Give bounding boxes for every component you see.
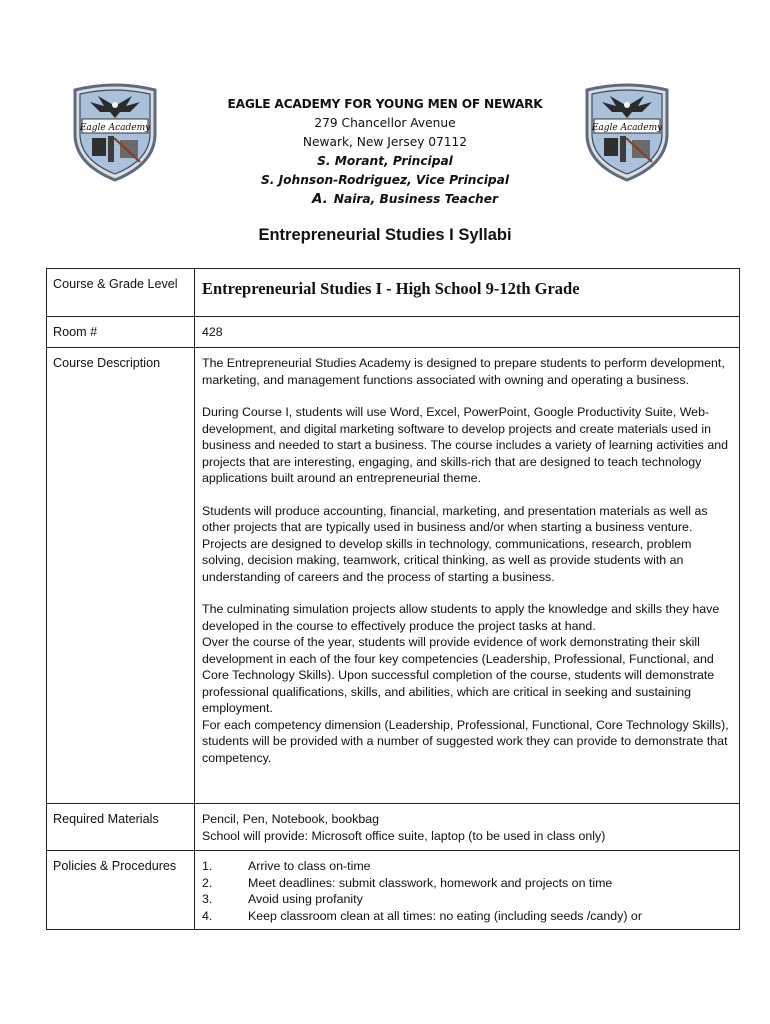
eagle-academy-logo-right: [582, 82, 672, 182]
description-line-4c: For each competency dimension (Leadership, Professional, Functional, Core Technology Skills), students will be provided with a number of suggested work they can provide to demonstrate that competency.: [202, 717, 729, 765]
description-label: Course Description: [47, 348, 195, 804]
description-line-4b: Over the course of the year, students will provide evidence of work demonstrating their skill development in each of the four key competencies (Leadership, Professional, Functional, and Core Technology Skills). Upon successful completion of the course, students will demonstrate professional qualifications, skills, and abilities, which are critical in seeking and sustaining employment.: [202, 635, 715, 715]
list-text: Arrive to class on-time: [248, 859, 371, 873]
table-row-description: [47, 348, 740, 804]
course-value: Entrepreneurial Studies I - High School 9-12th Grade: [202, 279, 580, 298]
syllabus-table: [46, 268, 740, 930]
list-item: [202, 891, 731, 908]
teacher-initial: A.: [311, 191, 328, 207]
table-row-room: [47, 317, 740, 348]
table-row-course: [47, 269, 740, 317]
school-name: EAGLE ACADEMY FOR YOUNG MEN OF NEWARK: [227, 97, 543, 111]
description-paragraph-1: The Entrepreneurial Studies Academy is designed to prepare students to perform development, marketing, and management functions associated with owning and operating a business.: [202, 356, 725, 387]
list-item: [202, 908, 731, 925]
list-number: 1.: [202, 859, 213, 873]
table-row-policies: [47, 851, 740, 930]
materials-label: Required Materials: [47, 804, 195, 851]
teacher-text: Naira, Business Teacher: [333, 192, 499, 206]
address-line-1: 279 Chancellor Avenue: [314, 116, 456, 130]
list-text: Meet deadlines: submit classwork, homework and projects on time: [248, 875, 613, 890]
eagle-academy-logo-left: [70, 82, 160, 182]
policies-label: Policies & Procedures: [47, 851, 195, 930]
list-item: [202, 875, 731, 892]
description-cell: [195, 348, 740, 804]
list-item: [202, 858, 731, 875]
svg-text:Eagle Academy: Eagle Academy: [591, 123, 663, 133]
materials-line-2: School will provide: Microsoft office suite, laptop (to be used in class only): [202, 828, 606, 843]
description-line-4a: The culminating simulation projects allow students to apply the knowledge and skills they have developed in the course to effectively produce the project tasks at hand.: [202, 602, 720, 633]
course-value-cell: [195, 269, 740, 317]
list-number: 2.: [202, 875, 213, 890]
page-title: Entrepreneurial Studies I Syllabi: [258, 226, 512, 244]
description-paragraph-2: During Course I, students will use Word, Excel, PowerPoint, Google Productivity Suite, Web-development, and digital marketing software to develop projects and create materials used in business and needed to start a business. The course includes a variety of learning activities and projects that are interesting, engaging, and skills-rich that are designed to teach technology applications built around an entrepreneurial theme.: [202, 405, 728, 485]
course-label: Course & Grade Level: [47, 269, 195, 317]
description-paragraph-4: [202, 601, 731, 766]
address-line-2: Newark, New Jersey 07112: [302, 135, 468, 149]
list-text: Keep classroom clean at all times: no eating (including seeds /candy) or: [248, 908, 642, 923]
svg-text:Eagle Academy: Eagle Academy: [79, 123, 151, 133]
list-number: 4.: [202, 908, 213, 923]
materials-line-1: Pencil, Pen, Notebook, bookbag: [202, 812, 380, 826]
list-text: Avoid using profanity: [248, 892, 363, 906]
vice-principal-name: S. Johnson-Rodriguez, Vice Principal: [260, 173, 510, 187]
principal-name: S. Morant, Principal: [317, 154, 453, 168]
teacher-name: [180, 190, 590, 209]
policies-cell: [195, 851, 740, 930]
description-paragraph-3: Students will produce accounting, financial, marketing, and presentation materials as well as other projects that are typically used in business and/or when starting a business venture. Projects are designed to develop skills in technology, communications, research, problem solving, decision making, teamwork, critical thinking, as well as provide students with an understanding of careers and the process of starting a business.: [202, 503, 708, 584]
room-label: Room #: [47, 317, 195, 348]
table-row-materials: [47, 804, 740, 851]
materials-cell: [195, 804, 740, 851]
room-value: 428: [195, 317, 740, 348]
list-number: 3.: [202, 892, 213, 906]
letterhead: [180, 95, 590, 209]
